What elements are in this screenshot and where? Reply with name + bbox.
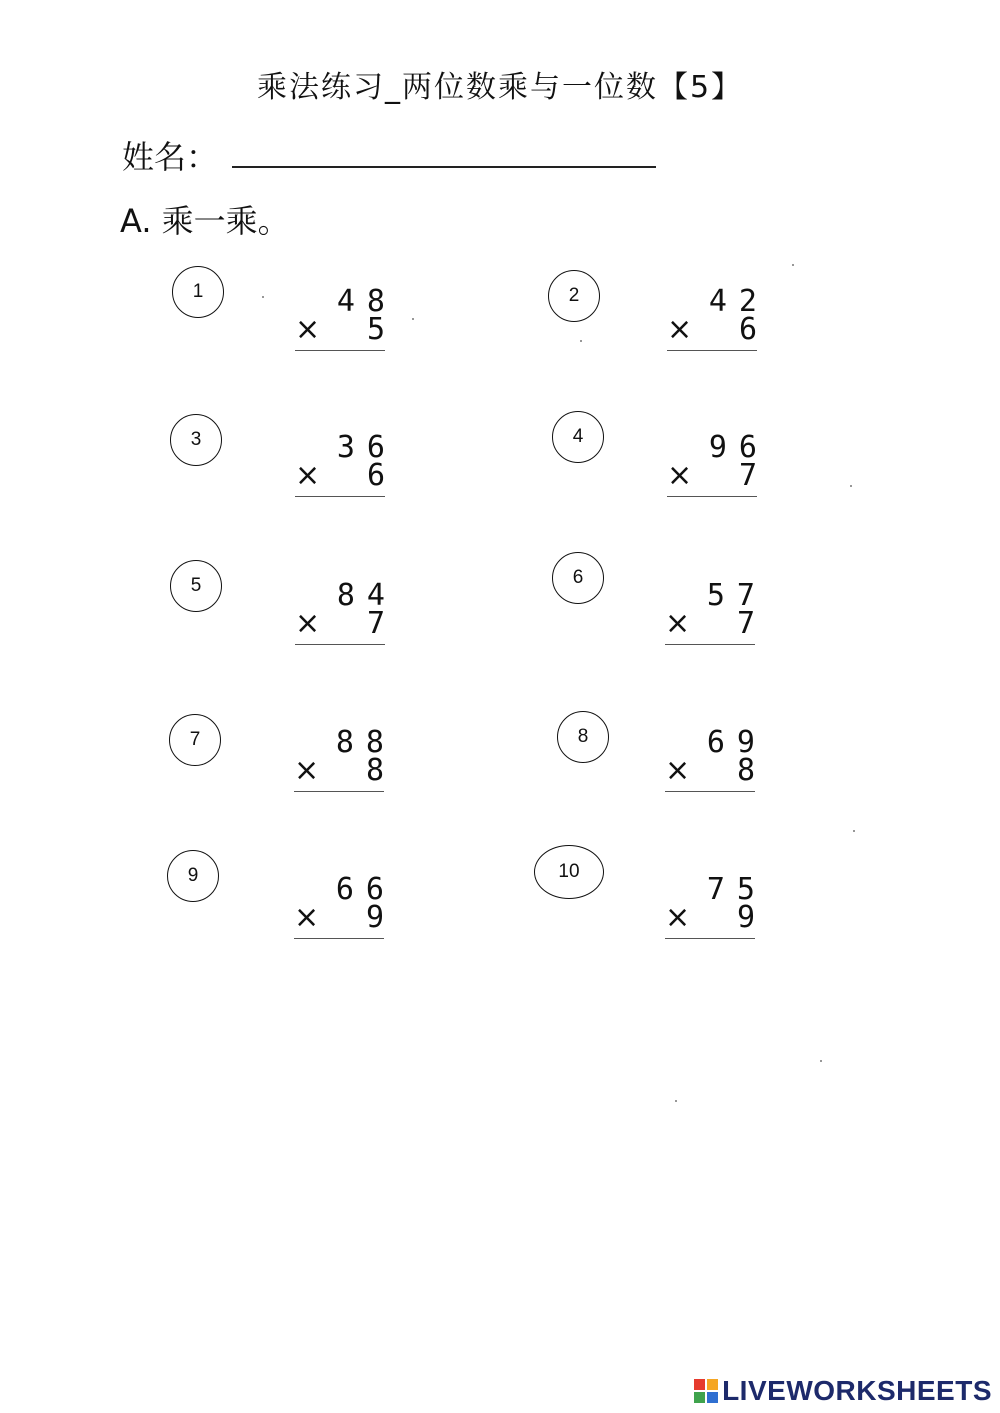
logo-square <box>707 1392 718 1403</box>
multiplicand: 75 <box>706 872 767 907</box>
scan-speck <box>853 830 855 832</box>
problem-number-4: 4 <box>552 411 604 463</box>
problem-number-10: 10 <box>534 845 604 899</box>
answer-line[interactable] <box>295 644 385 645</box>
times-sign: × <box>665 606 691 641</box>
problem-number-1: 1 <box>172 266 224 318</box>
problem-number-9: 9 <box>167 850 219 902</box>
answer-line[interactable] <box>665 644 755 645</box>
problem-number-2: 2 <box>548 270 600 322</box>
scan-speck <box>580 340 582 342</box>
answer-line[interactable] <box>665 938 755 939</box>
problem-8 <box>665 725 767 795</box>
multiplier: 6 <box>738 312 757 347</box>
logo-square <box>694 1379 705 1390</box>
times-sign: × <box>665 900 691 935</box>
section-heading: A. 乘一乘。 <box>120 202 290 240</box>
answer-line[interactable] <box>294 938 384 939</box>
multiplier: 9 <box>736 900 755 935</box>
multiplicand: 88 <box>335 725 396 760</box>
scan-speck <box>820 1060 822 1062</box>
multiplier: 8 <box>736 753 755 788</box>
logo-square <box>707 1379 718 1390</box>
scan-speck <box>262 296 264 298</box>
problem-10 <box>665 872 767 942</box>
multiplicand: 66 <box>335 872 396 907</box>
scan-speck <box>850 485 852 487</box>
problem-number-6: 6 <box>552 552 604 604</box>
multiplier: 9 <box>365 900 384 935</box>
answer-line[interactable] <box>665 791 755 792</box>
problem-9 <box>294 872 396 942</box>
multiplicand: 84 <box>336 578 397 613</box>
multiplicand: 36 <box>336 430 397 465</box>
problem-3 <box>295 430 397 500</box>
times-sign: × <box>295 312 321 347</box>
scan-speck <box>792 264 794 266</box>
multiplier: 5 <box>366 312 385 347</box>
liveworksheets-branding <box>694 1375 992 1407</box>
logo-square <box>694 1392 705 1403</box>
liveworksheets-logo-icon <box>694 1379 718 1403</box>
times-sign: × <box>295 458 321 493</box>
multiplicand: 48 <box>336 284 397 319</box>
problem-4 <box>667 430 769 500</box>
problem-7 <box>294 725 396 795</box>
brand-text: LIVEWORKSHEETS <box>722 1375 992 1406</box>
multiplicand: 96 <box>708 430 769 465</box>
multiplier: 6 <box>366 458 385 493</box>
problem-number-7: 7 <box>169 714 221 766</box>
times-sign: × <box>667 458 693 493</box>
times-sign: × <box>667 312 693 347</box>
multiplicand: 42 <box>708 284 769 319</box>
times-sign: × <box>294 753 320 788</box>
name-label: 姓名： <box>122 138 219 176</box>
problem-6 <box>665 578 767 648</box>
times-sign: × <box>295 606 321 641</box>
problem-number-5: 5 <box>170 560 222 612</box>
times-sign: × <box>665 753 691 788</box>
answer-line[interactable] <box>667 350 757 351</box>
multiplier: 7 <box>738 458 757 493</box>
multiplier: 8 <box>365 753 384 788</box>
answer-line[interactable] <box>667 496 757 497</box>
multiplicand: 57 <box>706 578 767 613</box>
times-sign: × <box>294 900 320 935</box>
scan-speck <box>675 1100 677 1102</box>
problem-number-3: 3 <box>170 414 222 466</box>
answer-line[interactable] <box>294 791 384 792</box>
name-input-line[interactable] <box>232 166 656 168</box>
multiplier: 7 <box>736 606 755 641</box>
answer-line[interactable] <box>295 350 385 351</box>
problem-2 <box>667 284 769 354</box>
problem-5 <box>295 578 397 648</box>
problem-number-8: 8 <box>557 711 609 763</box>
worksheet-title: 乘法练习_两位数乘与一位数【5】 <box>256 70 744 105</box>
multiplier: 7 <box>366 606 385 641</box>
scan-speck <box>412 318 414 320</box>
problem-1 <box>295 284 397 354</box>
multiplicand: 69 <box>706 725 767 760</box>
answer-line[interactable] <box>295 496 385 497</box>
